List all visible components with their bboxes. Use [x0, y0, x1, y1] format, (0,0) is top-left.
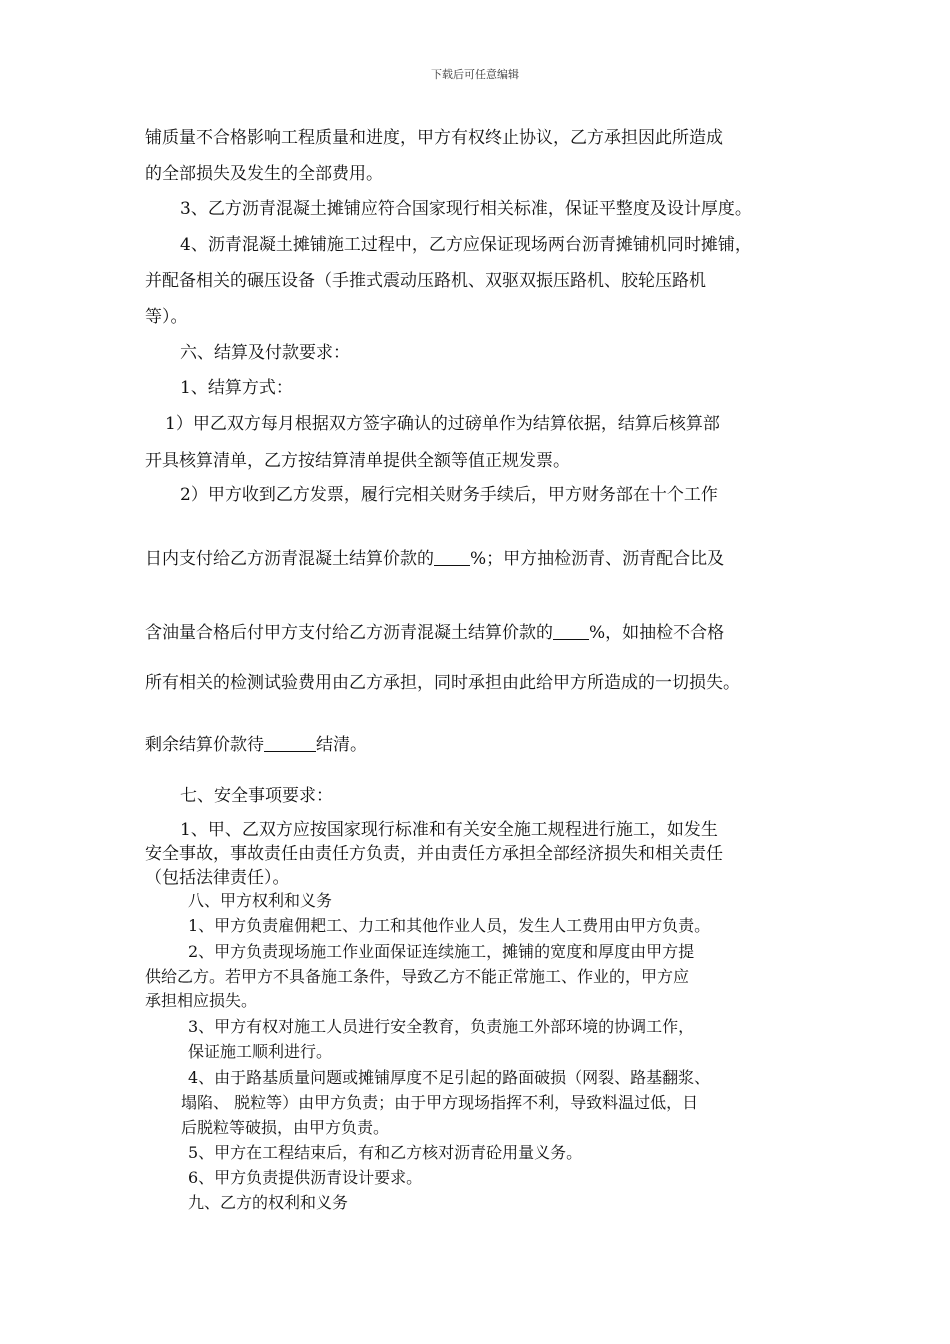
text-line: 保证施工顺利进行。 — [188, 1042, 333, 1061]
text-line — [145, 622, 724, 644]
text-line: 安全事故，事故责任由责任方负责，并由责任方承担全部经济损失和相关责任 — [145, 844, 723, 864]
fill-in-blank — [264, 735, 316, 752]
text-line: 承担相应损失。 — [145, 991, 258, 1010]
text-line: 后脱粒等破损，由甲方负责。 — [181, 1118, 390, 1137]
text-line: 1、甲、乙双方应按国家现行标准和有关安全施工规程进行施工，如发生 — [180, 820, 718, 840]
section-heading: 六、结算及付款要求： — [180, 343, 350, 363]
text-segment: 剩余结算价款待 — [145, 735, 264, 755]
text-segment: 日内支付给乙方沥青混凝土结算价款的 — [145, 549, 434, 569]
text-segment: 结清。 — [316, 735, 367, 755]
text-line: 所有相关的检测试验费用由乙方承担，同时承担由此给甲方所造成的一切损失。 — [145, 673, 740, 693]
text-line: 的全部损失及发生的全部费用。 — [145, 164, 383, 184]
text-line: 并配备相关的碾压设备（手推式震动压路机、双驱双振压路机、胶轮压路机 — [145, 271, 706, 291]
section-heading: 七、安全事项要求： — [180, 786, 333, 806]
text-line: 2、甲方负责现场施工作业面保证连续施工，摊铺的宽度和厚度由甲方提 — [188, 942, 695, 961]
section-heading: 九、乙方的权利和义务 — [188, 1193, 349, 1212]
text-line: 塌陷、 脱粒等）由甲方负责；由于甲方现场指挥不利，导致料温过低，日 — [181, 1093, 699, 1112]
fill-in-blank — [434, 549, 470, 566]
text-line: 3、甲方有权对施工人员进行安全教育，负责施工外部环境的协调工作， — [188, 1017, 695, 1036]
text-line: （包括法律责任）。 — [145, 868, 290, 888]
text-line: 开具核算清单，乙方按结算清单提供全额等值正规发票。 — [145, 451, 570, 471]
text-line — [145, 548, 724, 570]
text-line: 1、结算方式： — [180, 378, 293, 398]
text-line: 4、沥青混凝土摊铺施工过程中，乙方应保证现场两台沥青摊铺机同时摊铺， — [180, 235, 752, 255]
text-line: 6、甲方负责提供沥青设计要求。 — [188, 1168, 423, 1187]
text-line: 1、甲方负责雇佣耙工、力工和其他作业人员，发生人工费用由甲方负责。 — [188, 916, 711, 935]
text-line: 供给乙方。若甲方不具备施工条件，导致乙方不能正常施工、作业的，甲方应 — [145, 967, 690, 986]
text-line: 等）。 — [145, 307, 188, 327]
text-line: 5、甲方在工程结束后，有和乙方核对沥青砼用量义务。 — [188, 1143, 583, 1162]
text-line: 3、乙方沥青混凝土摊铺应符合国家现行相关标准，保证平整度及设计厚度。 — [180, 199, 752, 219]
text-line: 1）甲乙双方每月根据双方签字确认的过磅单作为结算依据，结算后核算部 — [165, 414, 720, 434]
text-line — [145, 734, 367, 756]
fill-in-blank — [553, 623, 589, 640]
text-line: 铺质量不合格影响工程质量和进度，甲方有权终止协议，乙方承担因此所造成 — [145, 128, 723, 148]
section-heading: 八、甲方权利和义务 — [188, 891, 333, 910]
text-line: 2）甲方收到乙方发票，履行完相关财务手续后，甲方财务部在十个工作 — [180, 485, 718, 505]
text-line: 4、由于路基质量问题或摊铺厚度不足引起的路面破损（网裂、路基翻浆、 — [188, 1068, 711, 1087]
text-segment: 含油量合格后付甲方支付给乙方沥青混凝土结算价款的 — [145, 623, 553, 643]
text-segment: %，如抽检不合格 — [589, 623, 725, 643]
text-segment: %；甲方抽检沥青、沥青配合比及 — [470, 549, 725, 569]
page-header: 下载后可任意编辑 — [431, 68, 519, 81]
